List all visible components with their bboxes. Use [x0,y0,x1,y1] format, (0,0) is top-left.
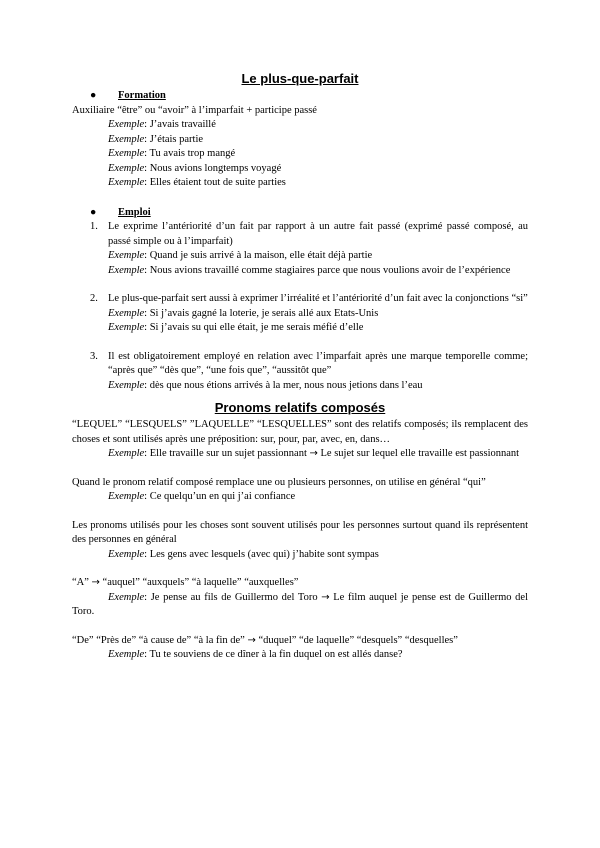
section-heading-emploi: ● Emploi [72,206,528,221]
formation-example: Exemple: Tu avais trop mangé [108,148,236,159]
emploi-item-3: 3. Il est obligatoirement employé en relation avec l’imparfait après une marque temporelle comme; “après que” “dès que”, “une fois que”, “aussitôt que” Exemple: dès que nous étions arrivés à la mer, nous nous jetions dans l’eau [90,350,528,391]
arrow-right-icon: → [321,591,330,603]
arrow-right-icon: → [309,448,318,459]
pronoms-intro: “LEQUEL” “LESQUELS” ”LAQUELLE” “LESQUELLES” sont des relatifs composés; ils remplacent des choses et sont utilisés après une préposition: sur, pour, par, avec, en, dans… [72,419,528,445]
pronoms-intro-example: Exemple: Elle travaille sur un sujet passionnant → Le sujet sur lequel elle travaille est passionnant [108,448,520,459]
formation-example: Exemple: J’avais travaillé [108,119,216,130]
pronoms-choses-example: Exemple: Les gens avec lesquels (avec qui) j’habite sont sympas [108,548,379,560]
formation-rule: Auxiliaire “être” ou “avoir” à l’imparfait + participe passé [72,104,317,116]
bullet-icon: ● [90,90,97,101]
pronoms-personnes-example: Exemple: Ce quelqu’un en qui j’ai confiance [108,491,296,502]
arrow-right-icon: → [91,577,100,588]
emploi-item-2: 2. Le plus-que-parfait sert aussi à exprimer l’irréalité et l’antériorité d’un fait avec la conjonctions “si” Exemple: Si j’avais gagné la loterie, je serais allé aux Etats-Unis Exemple: Si j’avais su qui elle était, je me serais méfié d’elle [90,293,528,333]
emploi-item-1-example-2: Exemple: Nous avions travaillé comme stagiaires parce que nous voulions avoir de l’expérience [108,264,511,276]
bullet-icon: ● [90,206,97,218]
pronoms-a-example: Exemple: Je pense au fils de Guillermo del Toro → Le film auquel je pense est de Guillermo del Toro. [72,591,529,617]
pronoms-personnes-rule: Quand le pronom relatif composé remplace une ou plusieurs personnes, on utilise en général “qui” [72,476,486,488]
document-page [72,70,528,663]
section-title-pronoms: Pronoms relatifs composés [214,400,386,415]
arrow-right-icon: → [247,634,256,646]
pronoms-de-rule: “De” “Près de” “à cause de” “à la fin de” → “duquel” “de laquelle” “desquels” “desquelles” [72,634,458,646]
pronoms-a-rule: “A” → “auquel” “auxquels” “à laquelle” “auxquelles” [72,577,299,588]
formation-example: Exemple: Elles étaient tout de suite parties [108,177,286,188]
formation-example: Exemple: J’étais partie [108,133,204,145]
section-heading-formation: ● Formation [72,89,528,104]
formation-example: Exemple: Nous avions longtemps voyagé [108,162,282,174]
page-title: Le plus-que-parfait [241,71,359,86]
pronoms-de-example: Exemple: Tu te souviens de ce dîner à la fin duquel on est allés danse? [108,649,403,660]
pronoms-choses-rule: Les pronoms utilisés pour les choses sont souvent utilisés pour les personnes surtout quand ils représentent des personnes en général [72,519,528,545]
emploi-item-1: 1. Le exprime l’antériorité d’un fait par rapport à un autre fait passé (exprimé passé composé, au passé simple ou à l’imparfait) Exemple: Quand je suis arrivé à la maison, elle était déjà partie [90,221,528,261]
